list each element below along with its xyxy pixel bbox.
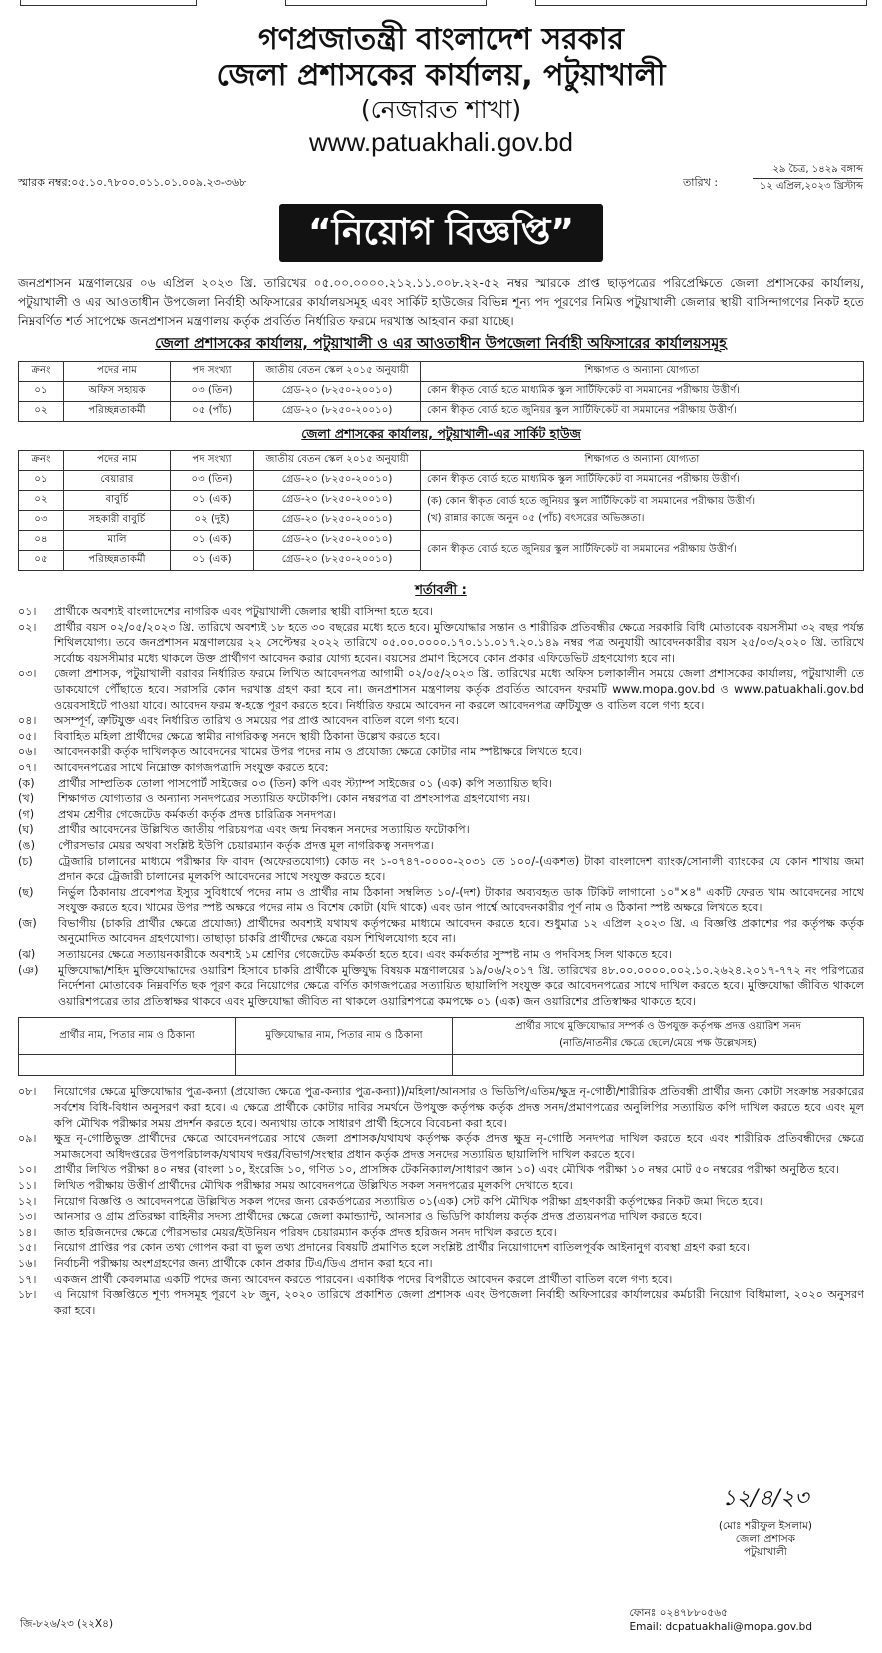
condition-no: ১০। xyxy=(18,1163,37,1177)
table-row xyxy=(19,531,864,551)
print-code: জি-৮২৬/২৩ (২২X৪) xyxy=(20,1618,114,1630)
sub-condition-item xyxy=(18,838,864,854)
condition-text: আবেদনকারী কর্তৃক দাখিলকৃত আবেদনের খামের উপর পদের নাম ও প্রযোজ্য ক্ষেত্রে কোটার নাম স্পষ্টাক্ষরে লিখতে হবে। xyxy=(54,745,582,759)
cell: গ্রেড-২০ (৮২৫০-২০০১০) xyxy=(254,511,421,531)
cell: ০৩ xyxy=(19,511,64,531)
condition-item xyxy=(18,1194,864,1210)
cell: ০১ xyxy=(19,471,64,491)
col-header: মুক্তিযোদ্ধার নাম, পিতার নাম ও ঠিকানা xyxy=(236,1018,453,1055)
cell: গ্রেড-২০ (৮২৫০-২০০১০) xyxy=(254,402,421,422)
condition-no: ০৩। xyxy=(18,667,37,681)
signatory-name: (মোঃ শরীফুল ইসলাম) xyxy=(718,1520,812,1532)
col-header: জাতীয় বেতন স্কেল ২০১৫ অনুযায়ী xyxy=(254,451,421,471)
condition-no: ১৪। xyxy=(18,1225,37,1239)
condition-item xyxy=(18,1272,864,1288)
sub-condition-text: ট্রেজারি চালানের মাধ্যমে পরীক্ষার ফি বাবদ (অফেরতযোগ্য) কোড নং ১-০৭৪৭-০০০০-২০৩১ তে ১০০/-(একশত) টাকা বাংলাদেশ ব্যাংক/সোনালী ব্যাংকের যে কোন শাখায় জমা প্রদান করে ট্রেজারী চালানের মূলকপি আবেদনের সাথে সংযুক্ত করতে হবে। xyxy=(58,854,864,884)
email-address[interactable]: Email: dcpatuakhali@mopa.gov.bd xyxy=(629,1621,812,1633)
condition-item xyxy=(18,729,864,745)
blank-cell xyxy=(19,1055,236,1076)
section1-table xyxy=(18,361,864,422)
condition-no: ১৫। xyxy=(18,1241,37,1255)
condition-item xyxy=(18,1131,864,1162)
date-bangla: ২৯ চৈত্র, ১৪২৯ বঙ্গাব্দ xyxy=(753,162,863,179)
cell: ০৫ xyxy=(19,551,64,571)
cell: পরিচ্ছন্নতাকর্মী xyxy=(64,551,171,571)
condition-text: জাত হরিজনদের ক্ষেত্রে পৌরসভার মেয়র/ইউনিয়ন পরিষদ চেয়ারম্যান কর্তৃক প্রদত্ত হরিজন সনদ দাখিল করতে হবে। xyxy=(54,1225,557,1239)
condition-item xyxy=(18,1084,864,1131)
condition-text: প্রার্থীকে অবশ্যই বাংলাদেশের নাগরিক এবং পটুয়াখালী জেলার স্থায়ী বাসিন্দা হতে হবে। xyxy=(54,605,434,618)
sub-condition-item xyxy=(18,791,864,807)
cell: ০১ (এক) xyxy=(171,551,254,571)
col-header: পদ সংখ্যা xyxy=(171,362,254,382)
sub-condition-text: সত্যায়নের ক্ষেত্রে সত্যায়নকারীকে অবশ্যই ১ম শ্রেণির গেজেটেড কর্মকর্তা হতে হবে। এবং কর্মকর্তার সুস্পষ্ট নাম ও পদবিসহ সিল থাকতে হবে। xyxy=(58,948,673,962)
cell: ০১ xyxy=(19,382,64,402)
signatory-place: পটুয়াখালী xyxy=(743,1546,787,1558)
blank-cell xyxy=(453,1055,864,1076)
edu-line: (খ) রান্নার কাজে অনুন ০৫ (পাঁচ) বৎসরের অভিজ্ঞতা। xyxy=(427,512,645,524)
condition-text: নির্বাচনী পরীক্ষায় অংশগ্রহণের জন্য প্রার্থীকে কোন প্রকার টিএ/ডিএ প্রদান করা হবে না। xyxy=(54,1256,433,1270)
blank-cell xyxy=(236,1055,453,1076)
sub-condition-no: (ঘ) xyxy=(18,823,34,837)
condition-text: জেলা প্রশাসক, পটুয়াখালী বরাবর নির্ধারিত ফরমে লিখিত আবেদনপত্র আগামী ০২/০৫/২০২৩ খ্রি. তারিখের মধ্যে অফিস চলাকালীন সময়ে জেলা প্রশাসকের কার্যালয়, পটুয়াখালী তে ডাকযোগে পৌঁছাতে হবে। সরাসরি কোন দরখাস্ত গ্রহণ করা হবে না। জনপ্রশাসন মন্ত্রণালয় কর্তৃক প্রবর্তিত আবেদন ফরমটি www.mopa.gov.bd ও www.patuakhali.gov.bd ওয়েবসাইটে পাওয়া যাবে। আবেদন ফরম স্ব-হস্তে পূরণ করতে হবে। নির্ধারিত ফরমে আবেদন না করলে আবেদনপত্র ত্রুটিযুক্ত ও বাতিল বলে গণ্য হবে। xyxy=(54,667,864,712)
cell: ০৪ xyxy=(19,531,64,551)
sub-condition-text: প্রার্থীর সাম্প্রতিক তোলা পাসপোর্ট সাইজের ০৩ (তিন) কপি এবং স্ট্যাম্প সাইজের ০১ (এক) কপি সত্যায়িত ছবি। xyxy=(58,776,553,790)
condition-no: ১২। xyxy=(18,1194,37,1208)
sub-condition-no: (খ) xyxy=(18,792,35,806)
cell: গ্রেড-২০ (৮২৫০-২০০১০) xyxy=(254,471,421,491)
sub-condition-text: পৌরসভার মেয়র অথবা সংশ্লিষ্ট ইউপি চেয়ারম্যান কর্তৃক প্রদত্ত মূল নাগরিকত্ব সনদপত্র। xyxy=(58,838,434,852)
condition-text: আবেদনপত্রের সাথে নিম্নোক্ত কাগজপত্রাদি সংযুক্ত করতে হবে: xyxy=(54,760,329,774)
sub-condition-item xyxy=(18,807,864,823)
condition-no: ১৩। xyxy=(18,1210,37,1224)
col-header: প্রার্থীর নাম, পিতার নাম ও ঠিকানা xyxy=(19,1018,236,1055)
date-label: তারিখ : xyxy=(683,176,719,189)
signature-block xyxy=(718,1486,812,1559)
condition-no: ০৬। xyxy=(18,745,37,759)
col-header: পদের নাম xyxy=(64,451,171,471)
table-row xyxy=(19,382,864,402)
sub-condition-item xyxy=(18,916,864,947)
sub-condition-no: (জ) xyxy=(18,916,37,930)
col-header: পদ সংখ্যা xyxy=(171,451,254,471)
condition-no: ০৫। xyxy=(18,729,37,743)
col-header: ক্রনং xyxy=(19,362,64,382)
cell: বাবুর্চি xyxy=(64,491,171,511)
edu-line: (ক) কোন স্বীকৃত বোর্ড হতে জুনিয়র স্কুল সার্টিফিকেট বা সমমানের পরীক্ষায় উত্তীর্ণ। xyxy=(427,495,756,507)
table-row xyxy=(19,491,864,511)
table-header xyxy=(19,451,864,471)
condition-no: ০২। xyxy=(18,620,37,634)
sub-condition-item xyxy=(18,947,864,963)
sub-condition-no: (চ) xyxy=(18,854,33,868)
condition-item xyxy=(18,620,864,667)
col-header: পদের নাম xyxy=(64,362,171,382)
condition-item xyxy=(18,713,864,729)
sub-condition-item xyxy=(18,963,864,1010)
sub-condition-no: (ছ) xyxy=(18,885,34,899)
cell: কোন স্বীকৃত বোর্ড হতে জুনিয়র স্কুল সার্টিফিকেট বা সমমানের পরীক্ষায় উত্তীর্ণ। xyxy=(421,531,864,571)
date-block xyxy=(753,162,863,195)
condition-item xyxy=(18,1256,864,1272)
letterhead xyxy=(18,22,864,158)
condition-text: অসম্পূর্ণ, ত্রুটিযুক্ত এবং নির্ধারিত তারিখ ও সময়ের পর প্রাপ্ত আবেদন বাতিল বলে গণ্য হবে। xyxy=(54,714,460,728)
intro-paragraph: জনপ্রশাসন মন্ত্রণালয়ের ০৬ এপ্রিল ২০২৩ খ্রি. তারিখের ০৫.০০.০০০০.২১২.১১.০০৮.২২-৫২ নম্বর স্মারকে প্রাপ্ত ছাড়পত্রের পরিপ্রেক্ষিতে জেলা প্রশাসকের কার্যালয়, পটুয়াখালী ও এর আওতাধীন উপজেলা নির্বাহী অফিসারের কার্যালয়সমূহ এবং সার্কিট হাউজের বিভিন্ন শূন্য পদ পূরণের নিমিত্ত পটুয়াখালী জেলার স্থায়ী বাসিন্দাগণের নিকট হতে নিম্নবর্ণিত শর্ত সাপেক্ষে জনপ্রশাসন মন্ত্রণালয় কর্তৃক প্রবর্তিত নির্ধারিত ফরমে দরখাস্ত আহবান করা যাচ্ছে। xyxy=(18,276,864,328)
condition-no: ০৯। xyxy=(18,1132,37,1146)
office-title: জেলা প্রশাসকের কার্যালয়, পটুয়াখালী xyxy=(216,58,666,93)
sub-condition-text: প্রার্থীর আবেদনের উল্লিখিত জাতীয় পরিচয়পত্র এবং জন্ম নিবন্ধন সনদের সত্যায়িত ফটোকপি। xyxy=(58,823,470,837)
sub-condition-item xyxy=(18,776,864,792)
condition-item xyxy=(18,1225,864,1241)
condition-item xyxy=(18,1240,864,1256)
cell: সহকারী বাবুর্চি xyxy=(64,511,171,531)
condition-no: ১৭। xyxy=(18,1272,37,1286)
condition-item xyxy=(18,1287,864,1318)
condition-item xyxy=(18,760,864,776)
cell: গ্রেড-২০ (৮২৫০-২০০১০) xyxy=(254,382,421,402)
condition-item xyxy=(18,1162,864,1178)
table-row xyxy=(19,1055,864,1076)
condition-no: ০৮। xyxy=(18,1085,37,1099)
col-header xyxy=(453,1018,864,1055)
condition-text: এ নিয়োগ বিজ্ঞপ্তিতে শূণ্য পদসমূহ পূরণে ২৮ জুন, ২০২০ তারিখে প্রকাশিত জেলা প্রশাসক এবং উপজেলা নির্বাহী অফিসারের কার্যালয়ের কর্মচারী নিয়োগ বিধিমালা, ২০২০ অনুসরণ করা হবে। xyxy=(54,1288,864,1317)
sub-condition-text: নির্ভুল ঠিকানায় প্রবেশপত্র ইস্যুর সুবিধার্থে পদের নাম ও প্রার্থীর নাম ঠিকানা সম্বলিত ১০/-(দশ) টাকার অব্যবহৃত ডাক টিকিট লাগানো ১০"×৪" একটি ফেরত খাম আবেদনের সাথে সংযুক্ত করতে হবে। খামের উপর স্পষ্ট অক্ষরে পদের নাম ও বিশেষ কোটা (যদি থাকে) এবং ডান পার্শ্বে আবেদনকারীর পূর্ণ নাম ও ঠিকানা স্পষ্ট অক্ষরে লিখতে হবে। xyxy=(58,885,864,915)
condition-text: প্রার্থীর লিখিত পরীক্ষা ৪০ নম্বর (বাংলা ১০, ইংরেজি ১০, গণিত ১০, প্রাসঙ্গিক টেকনিক্যাল/সাধারণ জ্ঞান ১০) এবং মৌখিক পরীক্ষা ১০ নম্বর মোট ৫০ নম্বরের পরীক্ষা অনুষ্ঠিত হবে। xyxy=(54,1163,840,1177)
signatory-designation: জেলা প্রশাসক xyxy=(735,1533,796,1545)
cell: ০৩ (তিন) xyxy=(171,471,254,491)
cell: মালি xyxy=(64,531,171,551)
sub-condition-no: (ঞ) xyxy=(18,963,39,977)
cell: ০১ (এক) xyxy=(171,531,254,551)
cell: বেয়ারার xyxy=(64,471,171,491)
sub-condition-item xyxy=(18,885,864,916)
cell: ০২ xyxy=(19,402,64,422)
sub-condition-text: শিক্ষাগত যোগ্যতার ও অন্যান্য সনদপত্রের সত্যায়িত ফটোকপি। কোন নম্বরপত্র বা প্রশংসাপত্র গ্রহণযোগ্য নয়। xyxy=(58,792,530,806)
cell: গ্রেড-২০ (৮২৫০-২০০১০) xyxy=(254,531,421,551)
condition-no: ০৭। xyxy=(18,760,37,774)
cell: কোন স্বীকৃত বোর্ড হতে মাধ্যমিক স্কুল সার্টিফিকেট বা সমমানের পরীক্ষায় উত্তীর্ণ। xyxy=(421,471,864,491)
col-header-sub: (নাতি/নাতনীর ক্ষেত্রে ছেলে/মেয়ে পক্ষ উল্লেখসহ) xyxy=(559,1038,757,1050)
table-row xyxy=(19,471,864,491)
cell: গ্রেড-২০ (৮২৫০-২০০১০) xyxy=(254,551,421,571)
memo-number: স্মারক নম্বর:০৫.১০.৭৮০০.০১১.০১.০০৯.২৩-৩৬৮ xyxy=(18,176,247,189)
condition-text: নিয়োগ প্রাপ্তির পর কোন তথ্য গোপন করা বা ভুল তথ্য প্রদানের বিষয়টি প্রমাণিত হলে সংশ্লিষ্ট প্রার্থীর নিয়োগাদেশ বাতিলপূর্বক আইনানুগ ব্যবস্থা গ্রহণ করা হবে। xyxy=(54,1241,751,1255)
col-header: ক্রনং xyxy=(19,451,64,471)
col-header-main: প্রার্থীর সাথে মুক্তিযোদ্ধার সম্পর্ক ও উপযুক্ত কর্তৃপক্ষ প্রদত্ত ওয়ারিশ সনদ xyxy=(515,1021,801,1033)
section1-heading: জেলা প্রশাসকের কার্যালয়, পটুয়াখালী ও এর আওতাধীন উপজেলা নির্বাহী অফিসারের কার্যালয়সমূহ xyxy=(155,336,727,352)
sub-condition-text: মুক্তিযোদ্ধা/শহিদ মুক্তিযোদ্ধাদের ওয়ারিশ হিসাবে চাকরি প্রার্থীকে মুক্তিযুদ্ধ বিষয়ক মন্ত্রণালয়ের ১৯/০৬/২০১৭ খ্রি. তারিখের ৪৮.০০.০০০০.০০২.১০.২৬২৪.২০১৭-৭৭২ নং পরিপত্রের নির্দেশনা মোতাবেক নিম্নবর্ণিত ছক পূরণ করে নিয়োগের ক্ষেত্রে বর্ণিত কাগজপত্রের সত্যায়িত ছায়ালিপি সংযুক্ত করে আবেদনপত্রের সাথে দাখিল করতে হবে। মুক্তিযোদ্ধা জীবিত থাকলে ওয়ারিশপত্রের তার প্রতিস্বাক্ষর থাকবে এবং মুক্তিযোদ্ধা জীবিত না থাকলে ওয়ারিশপত্রে কমপক্ষে ০১ (এক) জন ওয়ারিশের প্রতিস্বাক্ষর থাকতে হবে। xyxy=(58,963,864,1008)
sub-condition-no: (গ) xyxy=(18,807,35,821)
top-clipped-strip xyxy=(0,0,882,10)
condition-no: ০৪। xyxy=(18,714,37,728)
table-header xyxy=(19,1018,864,1055)
sub-condition-text: প্রথম শ্রেণীর গেজেটেড কর্মকর্তা কর্তৃক প্রদত্ত চারিত্রিক সনদপত্র। xyxy=(58,807,337,821)
condition-item xyxy=(18,604,864,620)
cell: ০২ (দুই) xyxy=(171,511,254,531)
condition-text: আনসার ও গ্রাম প্রতিরক্ষা বাহিনীর সদস্য প্রার্থীদের ক্ষেত্রে জেলা কমান্ড্যান্ট, আনসার ও ভিডিপি কার্যালয় কর্তৃক প্রদত্ত প্রত্যয়নপত্র দাখিল করতে হবে। xyxy=(54,1210,703,1224)
notice-title: “নিয়োগ বিজ্ঞপ্তি” xyxy=(279,204,603,262)
condition-item xyxy=(18,744,864,760)
sub-condition-no: (ক) xyxy=(18,776,35,790)
branch-title: (নেজারত শাখা) xyxy=(360,95,522,124)
section2-table xyxy=(18,450,864,571)
signature-scribble: ১২/৪/২৩ xyxy=(722,1486,809,1511)
cell: কোন স্বীকৃত বোর্ড হতে মাধ্যমিক স্কুল সার্টিফিকেট বা সমমানের পরীক্ষায় উত্তীর্ণ। xyxy=(421,382,864,402)
cell: ০৫ (পাঁচ) xyxy=(171,402,254,422)
website-url[interactable]: www.patuakhali.gov.bd xyxy=(308,127,573,157)
condition-no: ১১। xyxy=(18,1179,37,1192)
condition-text: ক্ষুদ্র নৃ-গোষ্ঠিভুক্ত প্রার্থীদের ক্ষেত্রে আবেদনপত্রের সাথে জেলা প্রশাসক/যথাযথ কর্তৃপক্ষ কর্তৃক প্রদত্ত ক্ষুদ্র নৃ-গোষ্ঠি সনদপত্র দাখিল করতে হবে এবং শারীরিক প্রতিবন্ধীদের ক্ষেত্রে সমাজসেবা অধিদপ্তরের উপপরিচালক/যথাযথ দপ্তর/বিভাগ/সংস্থার প্রধান কর্তৃক প্রদত্ত সনদের সত্যায়িত ছায়ালিপি দাখিল করতে হবে। xyxy=(54,1132,864,1161)
section2-heading: জেলা প্রশাসকের কার্যালয়, পটুয়াখালী-এর সার্কিট হাউজ xyxy=(301,426,581,441)
condition-item xyxy=(18,1209,864,1225)
memo-row xyxy=(18,158,864,198)
cell: ০১ (এক) xyxy=(171,491,254,511)
govt-title: গণপ্রজাতন্ত্রী বাংলাদেশ সরকার xyxy=(258,22,624,57)
condition-text: নিয়োগের ক্ষেত্রে মুক্তিযোদ্ধার পুত্র-কন্যা (প্রযোজ্য ক্ষেত্রে পুত্র-কন্যার পুত্র-কন্যা))/মহিলা/আনসার ও ভিডিপি/এতিম/ক্ষুদ্র নৃ-গোষ্ঠী/শারীরিক প্রতিবন্ধী প্রার্থীর জন্য কোটা সংক্রান্ত সরকারের সর্বশেষ বিধি-বিধান অনুসরণ করা হবে। এ ক্ষেত্রে প্রার্থীকে কোটার দাবির সমর্থনে উপযুক্ত কর্তৃপক্ষ কর্তৃক প্রদত্ত সনদ/প্রমাণপত্রের অনুলিপির সত্যায়িত কপি দাখিল করতে হবে এবং মূল কপি মৌখিক পরীক্ষার সময় প্রদর্শন করতে হবে। অন্যথায় তাকে সাধারণ প্রার্থী হিসেবে বিবেচনা করা হবে। xyxy=(54,1085,864,1130)
phone-number: ফোনঃ ০২৪৭৮৮০৫৬৫ xyxy=(629,1607,728,1619)
table-header xyxy=(19,362,864,382)
col-header: জাতীয় বেতন স্কেল ২০১৫ অনুযায়ী xyxy=(254,362,421,382)
cell: কোন স্বীকৃত বোর্ড হতে জুনিয়র স্কুল সার্টিফিকেট বা সমমানের পরীক্ষায় উত্তীর্ণ। xyxy=(421,402,864,422)
freedom-fighter-form-table xyxy=(18,1017,864,1076)
cell: গ্রেড-২০ (৮২৫০-২০০১০) xyxy=(254,491,421,511)
sub-condition-item xyxy=(18,822,864,838)
sub-condition-text: বিভাগীয় (চাকরি প্রার্থীর ক্ষেত্রে প্রযোজ্য) প্রার্থীদের অবশ্যই যথাযথ কর্তৃপক্ষের মাধ্যমে আবেদন করতে হবে। শুধুমাত্র ১২ এপ্রিল ২০২৩ খ্রি. এ বিজ্ঞপ্তি প্রকাশের পর কর্তৃপক্ষ কর্তৃক অনুমোদিত আবেদন গ্রহণযোগ্য। তাছাড়া চাকরি প্রার্থীদের ক্ষেত্রে বয়স শিথিলযোগ্য হবে না। xyxy=(58,916,864,946)
condition-text: প্রার্থীর বয়স ০২/০৫/২০২৩ খ্রি. তারিখে অবশ্যই ১৮ হতে ৩০ বছরের মধ্যে হতে হবে। মুক্তিযোদ্ধার সন্তান ও শারীরিক প্রতিবন্ধীর ক্ষেত্রে সরকারি বিধি মোতাবেক বয়সসীমা ৩২ বছর পর্যন্ত শিথিলযোগ্য। তবে জনপ্রশাসন মন্ত্রণালয়ের ২২ সেপ্টেম্বর ২০২২ তারিখে ০৫.০০.০০০০.১৭০.১১.০১৭.২০.১৪৯ নম্বর পত্র অনুযায়ী আবেদনকারীর বয়স ২৫/০৩/২০২০ খ্রি. তারিখে সর্বোচ্চ বয়সসীমার মধ্যে থাকলে উক্ত প্রার্থীগণ আবেদন করার যোগ্য হবেন। বয়সের প্রমাণ হিসেবে কোন প্রকার এফিডেভিট গ্রহণযোগ্য হবে না। xyxy=(54,620,864,665)
date-english: ১২ এপ্রিল,২০২৩ খ্রিস্টাব্দ xyxy=(759,181,863,192)
table-row xyxy=(19,402,864,422)
condition-item xyxy=(18,666,864,713)
col-header: শিক্ষাগত ও অন্যান্য যোগ্যতা xyxy=(421,451,864,471)
condition-no: ১৬। xyxy=(18,1256,37,1270)
col-header: শিক্ষাগত ও অন্যান্য যোগ্যতা xyxy=(421,362,864,382)
condition-no: ১৮। xyxy=(18,1288,37,1302)
condition-no: ০১। xyxy=(18,605,37,618)
contact-block xyxy=(630,1606,813,1634)
conditions-title: শর্তাবলী : xyxy=(415,583,467,598)
cell: পরিচ্ছন্নতাকর্মী xyxy=(64,402,171,422)
condition-text: একজন প্রার্থী কেবলমাত্র একটি পদের জন্য আবেদন করতে পারবেন। একাধিক পদের বিপরীতে আবেদন করলে প্রার্থীতা বাতিল বলে গণ্য হবে। xyxy=(54,1272,673,1286)
cell: ০২ xyxy=(19,491,64,511)
cell: ০৩ (তিন) xyxy=(171,382,254,402)
cell xyxy=(421,491,864,531)
condition-text: নিয়োগ বিজ্ঞপ্তি ও আবেদনপত্রে উল্লিখিত সকল পদের জন্য রেকর্ডপত্রের সত্যায়িত ০১(এক) সেট কপি মৌখিক পরীক্ষা গ্রহণকারী কর্তৃপক্ষের নিকট জমা দিতে হবে। xyxy=(54,1194,763,1208)
conditions-list xyxy=(18,604,864,1009)
sub-condition-item xyxy=(18,854,864,885)
sub-condition-no: (ঝ) xyxy=(18,948,36,962)
sub-condition-no: (ঙ) xyxy=(18,838,35,852)
conditions-list-2 xyxy=(18,1084,864,1318)
condition-item xyxy=(18,1178,864,1194)
condition-text: বিবাহিত মহিলা প্রার্থীদের ক্ষেত্রে স্বামীর নাগরিকত্ব সনদে স্থায়ী ঠিকানা উল্লেখ করতে হবে। xyxy=(54,729,441,743)
condition-text: লিখিত পরীক্ষায় উত্তীর্ণ প্রার্থীদের মৌখিক পরীক্ষার সময় আবেদনপত্রে উল্লিখিত সকল সনদপত্রের মূলকপি দেখাতে হবে। xyxy=(54,1179,573,1192)
cell: অফিস সহায়ক xyxy=(64,382,171,402)
